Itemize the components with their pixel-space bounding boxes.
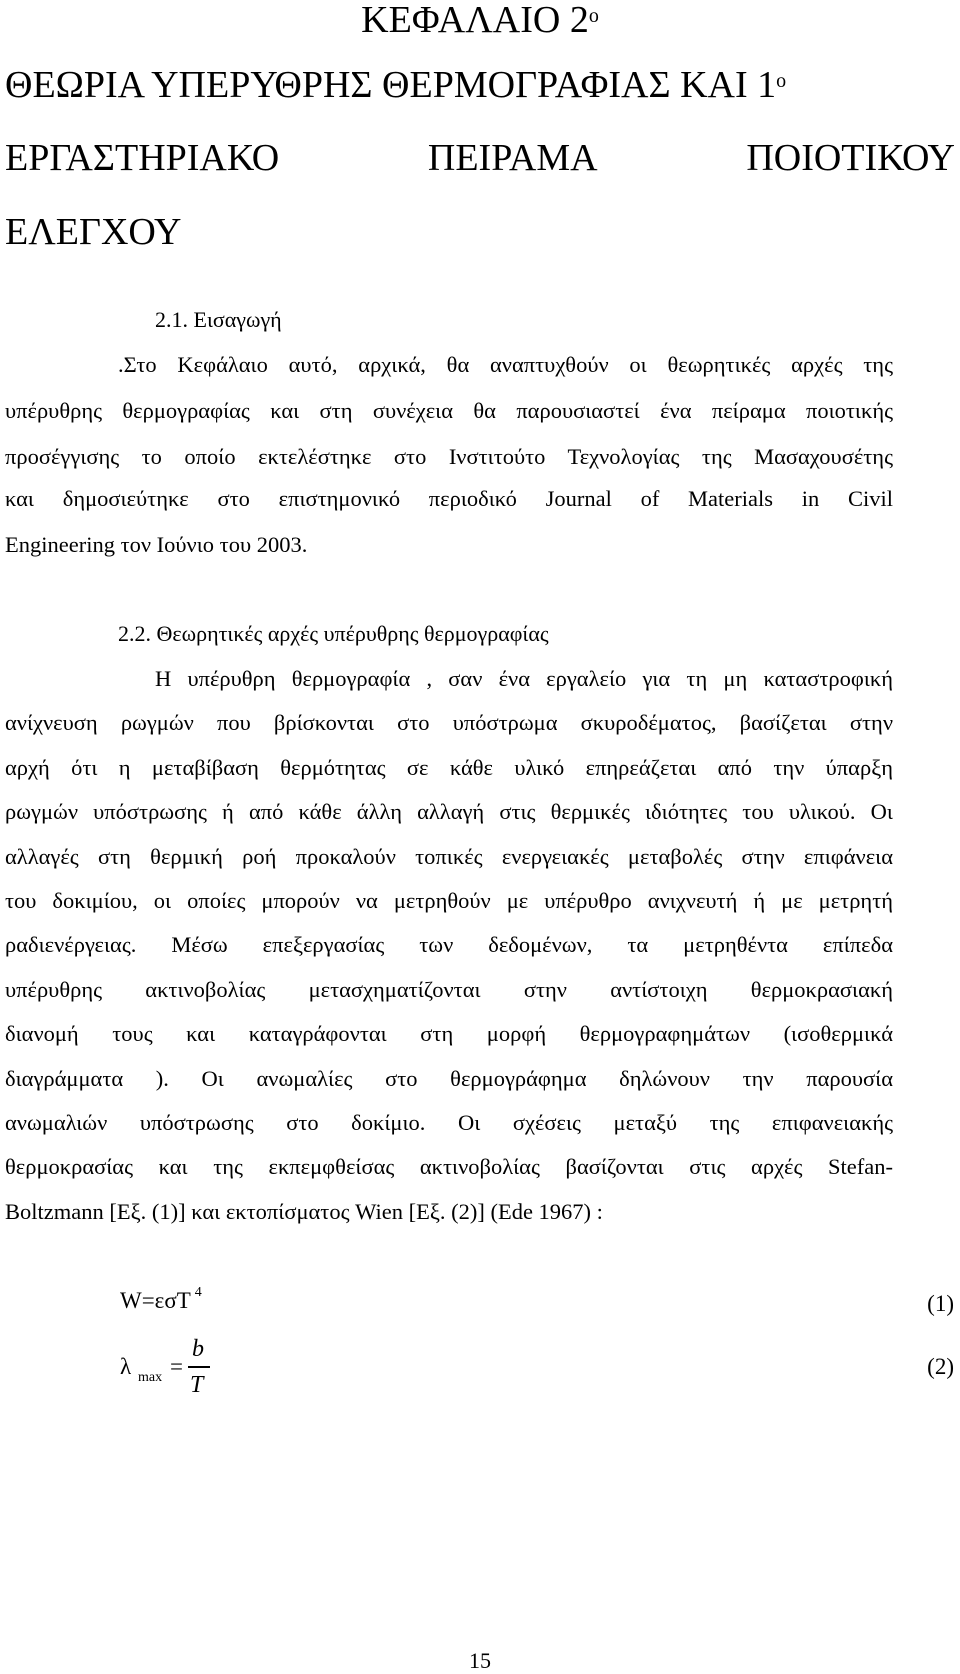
equation-stefan-boltzmann [120, 1287, 202, 1319]
equation-2-equals: = [170, 1354, 183, 1379]
paragraph-line: Boltzmann [Εξ. (1)] και εκτοπίσματος Wien [Εξ. (2)] (Ede 1967) : [5, 1199, 603, 1224]
equation-1-exponent: 4 [194, 1285, 202, 1300]
paragraph-line: διανομή τους και καταγράφονται στη μορφή θερμογραφημάτων (ισοθερμικά [5, 1021, 893, 1046]
paragraph-line: ραδιενέργειας. Μέσω επεξεργασίας των δεδομένων, τα μετρηθέντα επίπεδα [5, 932, 893, 957]
paragraph-line: Engineering τον Ιούνιο του 2003. [5, 532, 308, 557]
paragraph-line: διαγράμματα ). Οι ανωμαλίες στο θερμογράφημα δηλώνουν την παρουσία [5, 1066, 893, 1091]
equation-1-number: (1) [927, 1291, 954, 1316]
paragraph-line: και δημοσιεύτηκε στο επιστημονικό περιοδικό Journal of Materials in Civil [5, 486, 893, 511]
page-number: 15 [469, 1648, 491, 1673]
paragraph-line: υπέρυθρης θερμογραφίας και στη συνέχεια θα παρουσιαστεί ένα πείραμα ποιοτικής [5, 398, 893, 423]
chapter-heading-word: ΠΟΙΟΤΙΚΟΥ [746, 137, 955, 179]
paragraph-line: υπέρυθρης ακτινοβολίας μετασχηματίζονται στην αντίστοιχη θερμοκρασιακή [5, 977, 893, 1002]
paragraph-line: αλλαγές στη θερμική ροή προκαλούν τοπικές ενεργειακές μεταβολές στην επιφάνεια [5, 844, 893, 869]
equation-2-numerator: b [192, 1336, 204, 1362]
paragraph-line: του δοκιμίου, οι οποίες μπορούν να μετρηθούν με υπέρυθρο ανιχνευτή ή με μετρητή [5, 888, 893, 913]
equation-2-number: (2) [927, 1354, 954, 1379]
paragraph-line: Η υπέρυθρη θερμογραφία , σαν ένα εργαλείο για τη μη καταστροφική [155, 666, 893, 691]
paragraph-line: προσέγγισης το οποίο εκτελέστηκε στο Ινστιτούτο Τεχνολογίας της Μασαχουσέτης [5, 444, 893, 469]
chapter-title [0, 0, 960, 42]
chapter-title-text: ΚΕΦΑΛΑΙΟ 2 [361, 0, 589, 41]
chapter-heading-line-1 [5, 63, 786, 107]
paragraph-line: ρωγμών υπόστρωσης ή από κάθε άλλη αλλαγή στις θερμικές ιδιότητες του υλικού. Οι [5, 799, 893, 824]
section-heading-theory: 2.2. Θεωρητικές αρχές υπέρυθρης θερμογραφίας [118, 621, 549, 646]
chapter-heading-word: ΕΡΓΑΣΤΗΡΙΑΚΟ [5, 137, 280, 179]
paragraph-line: ανίχνευση ρωγμών που βρίσκονται στο υπόστρωμα σκυροδέματος, βασίζεται στην [5, 710, 893, 735]
equation-2-lambda: λ [120, 1354, 132, 1379]
paragraph-line: αρχή ότι η μεταβίβαση θερμότητας σε κάθε υλικό επηρεάζεται από την ύπαρξη [5, 755, 893, 780]
chapter-heading-line-2 [5, 136, 955, 180]
equation-2-subscript: max [138, 1370, 163, 1385]
paragraph-line: θερμοκρασίας και της εκπεμφθείσας ακτινοβολίας βασίζονται στις αρχές Stefan- [5, 1154, 893, 1179]
equation-1-text: W=εσT [120, 1288, 191, 1313]
equation-2-denominator: T [190, 1372, 204, 1398]
chapter-heading-line-1-superscript: ο [776, 70, 787, 92]
section-heading-introduction: 2.1. Εισαγωγή [155, 307, 282, 332]
paragraph-line: ανωμαλιών υπόστρωσης στο δοκίμιο. Οι σχέσεις μεταξύ της επιφανειακής [5, 1110, 893, 1135]
chapter-heading-word: ΠΕΙΡΑΜΑ [427, 137, 598, 179]
chapter-title-superscript: ο [588, 5, 599, 27]
chapter-heading-line-3: ΕΛΕΓΧΟΥ [5, 211, 182, 253]
chapter-heading-line-1-text: ΘΕΩΡΙΑ ΥΠΕΡΥΘΡΗΣ ΘΕΡΜΟΓΡΑΦΙΑΣ ΚΑΙ 1 [5, 64, 777, 106]
paragraph-line: .Στο Κεφάλαιο αυτό, αρχικά, θα αναπτυχθούν οι θεωρητικές αρχές της [118, 352, 893, 377]
equation-2-fraction-bar [188, 1366, 210, 1368]
